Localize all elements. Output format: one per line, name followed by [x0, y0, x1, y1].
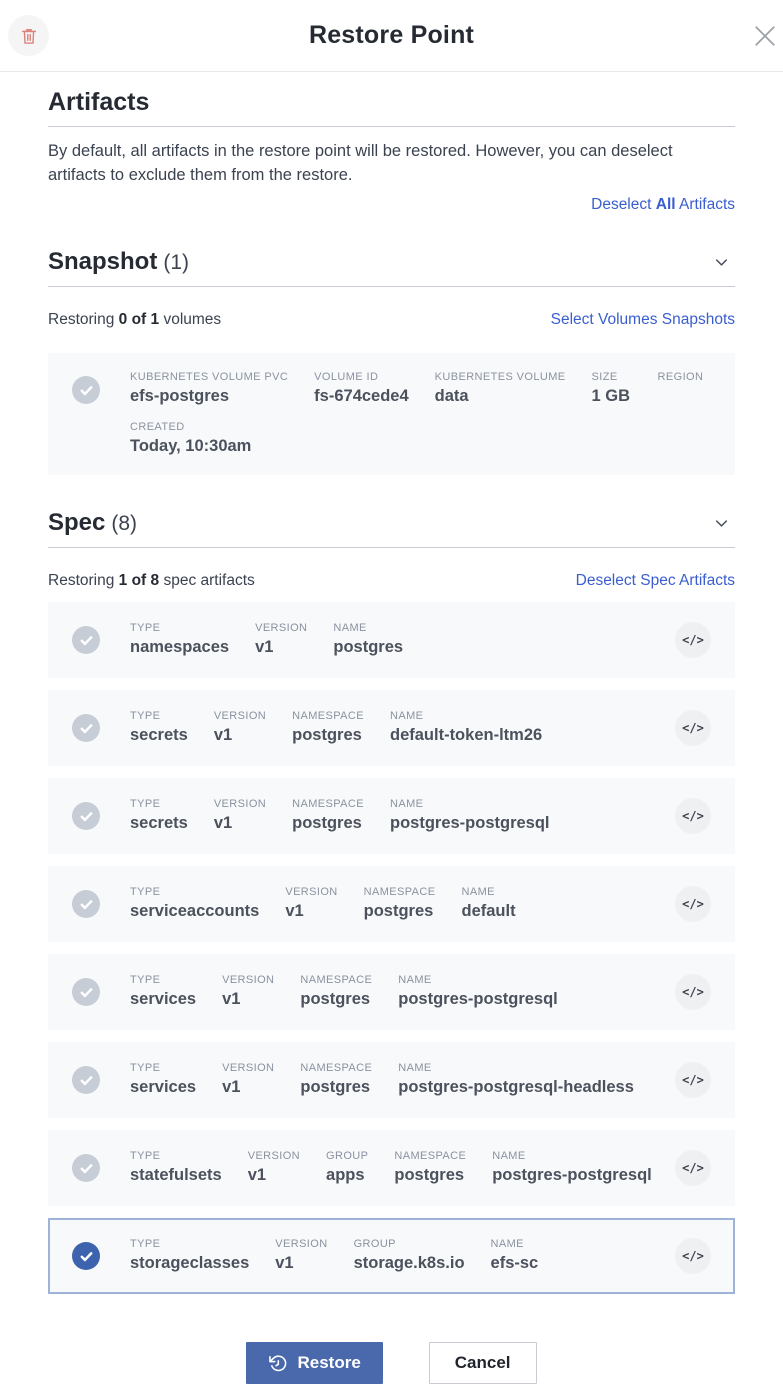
snapshot-heading: Snapshot (1)	[48, 248, 190, 275]
artifact-field: TYPE secrets	[130, 798, 188, 832]
check-icon	[79, 633, 94, 648]
spec-count: (8)	[111, 512, 138, 535]
artifact-fields	[130, 974, 558, 1010]
field-kubernetes-volume-pvc: KUBERNETES VOLUME PVC efs-postgres	[130, 371, 289, 405]
artifact-fields	[130, 622, 403, 658]
view-code-button[interactable]	[675, 1062, 711, 1098]
artifact-checkmark-icon[interactable]	[72, 1154, 100, 1182]
spec-artifact-card[interactable]	[48, 690, 735, 766]
artifact-fields	[130, 1150, 652, 1186]
artifact-field: VERSION v1	[285, 886, 338, 920]
artifact-field: TYPE services	[130, 974, 197, 1008]
check-icon	[79, 1161, 94, 1176]
code-icon: </>	[682, 985, 704, 999]
artifact-field: NAME postgres-postgresql	[398, 974, 558, 1008]
artifact-fields	[130, 710, 542, 746]
artifact-checkmark-icon[interactable]	[72, 714, 100, 742]
check-icon	[79, 985, 94, 1000]
chevron-down-icon	[712, 514, 731, 533]
view-code-button[interactable]	[675, 1238, 711, 1274]
snapshot-restoring-row	[48, 311, 735, 329]
artifact-field: VERSION v1	[222, 1062, 275, 1096]
artifact-field: NAME postgres-postgresql	[492, 1150, 652, 1184]
artifact-field: VERSION v1	[275, 1238, 328, 1272]
spec-collapse-button[interactable]	[708, 510, 735, 537]
check-icon	[79, 383, 94, 398]
restore-button[interactable]: Restore	[246, 1342, 382, 1384]
artifact-fields	[130, 798, 550, 834]
spec-card-list	[48, 602, 735, 1294]
artifact-field: VERSION v1	[222, 974, 275, 1008]
spec-restoring-row	[48, 572, 735, 590]
select-volumes-snapshots-link[interactable]: Select Volumes Snapshots	[550, 311, 735, 328]
cancel-button[interactable]: Cancel	[429, 1342, 537, 1384]
snapshot-fields	[130, 371, 703, 457]
deselect-spec-artifacts-link[interactable]: Deselect Spec Artifacts	[575, 572, 735, 589]
artifact-field: NAMESPACE postgres	[394, 1150, 467, 1184]
code-icon: </>	[682, 1073, 704, 1087]
artifact-field: TYPE services	[130, 1062, 197, 1096]
artifact-field: GROUP apps	[326, 1150, 369, 1184]
artifact-field: VERSION v1	[247, 1150, 301, 1184]
chevron-down-icon	[712, 253, 731, 272]
spec-restoring-text: Restoring 1 of 8 spec artifacts	[48, 572, 255, 589]
artifact-field: NAMESPACE postgres	[292, 710, 364, 744]
page-title: Restore Point	[308, 21, 475, 49]
restore-history-icon	[268, 1354, 287, 1373]
code-icon: </>	[682, 809, 704, 823]
artifact-fields	[130, 886, 516, 922]
check-icon	[79, 809, 94, 824]
field-created: CREATED Today, 10:30am	[130, 421, 252, 455]
artifact-field: NAME postgres	[333, 622, 404, 656]
artifact-fields	[130, 1062, 634, 1098]
artifact-field: NAME postgres-postgresql-headless	[398, 1062, 634, 1096]
artifact-field: NAMESPACE postgres	[300, 1062, 373, 1096]
check-icon	[79, 897, 94, 912]
artifact-checkmark-icon[interactable]	[72, 626, 100, 654]
view-code-button[interactable]	[675, 1150, 711, 1186]
spec-artifact-card[interactable]	[48, 1218, 735, 1294]
artifact-field: VERSION v1	[213, 798, 267, 832]
artifact-field: TYPE secrets	[130, 710, 188, 744]
dialog-body	[0, 88, 783, 1384]
field-region: REGION	[657, 371, 704, 383]
close-dialog-button[interactable]	[749, 20, 781, 52]
artifact-field: TYPE serviceaccounts	[130, 886, 260, 920]
dialog-footer	[48, 1342, 735, 1384]
spec-heading: Spec (8)	[48, 509, 138, 536]
artifact-field: TYPE storageclasses	[130, 1238, 250, 1272]
artifact-field: GROUP storage.k8s.io	[353, 1238, 465, 1272]
artifact-field: NAME postgres-postgresql	[389, 798, 550, 832]
artifacts-description: By default, all artifacts in the restore point will be restored. However, you can deselect artifacts to exclude them from the restore.	[48, 142, 673, 184]
field-size: SIZE 1 GB	[591, 371, 631, 405]
artifact-field: NAME default-token-ltm26	[389, 710, 543, 744]
artifact-checkmark-icon[interactable]	[72, 978, 100, 1006]
view-code-button[interactable]	[675, 622, 711, 658]
artifact-checkmark-icon[interactable]	[72, 1242, 100, 1270]
check-icon	[79, 1073, 94, 1088]
code-icon: </>	[682, 633, 704, 647]
artifact-checkmark-icon[interactable]	[72, 890, 100, 918]
artifact-fields	[130, 1238, 538, 1274]
view-code-button[interactable]	[675, 886, 711, 922]
artifact-field: NAMESPACE postgres	[363, 886, 436, 920]
view-code-button[interactable]	[675, 710, 711, 746]
deselect-all-artifacts-link[interactable]: Deselect All Artifacts	[591, 196, 735, 213]
dialog-header	[0, 0, 783, 72]
field-volume-id: VOLUME ID fs-674cede4	[314, 371, 409, 405]
spec-artifact-card[interactable]	[48, 1042, 735, 1118]
artifact-field: VERSION v1	[255, 622, 308, 656]
artifact-checkmark-icon[interactable]	[72, 802, 100, 830]
artifact-field: NAMESPACE postgres	[300, 974, 373, 1008]
artifact-field: TYPE namespaces	[130, 622, 230, 656]
check-icon	[79, 1249, 94, 1264]
spec-artifact-card[interactable]	[48, 778, 735, 854]
snapshot-count: (1)	[163, 251, 190, 274]
field-kubernetes-volume: KUBERNETES VOLUME data	[434, 371, 566, 405]
trash-icon	[19, 26, 39, 46]
artifact-field: VERSION v1	[213, 710, 267, 744]
artifact-field: NAME default	[461, 886, 516, 920]
code-icon: </>	[682, 1249, 704, 1263]
artifact-field: NAMESPACE postgres	[292, 798, 364, 832]
spec-artifact-card[interactable]	[48, 602, 735, 678]
close-icon	[750, 21, 780, 51]
artifacts-heading: Artifacts	[48, 88, 735, 127]
snapshot-section-header	[48, 248, 735, 287]
code-icon: </>	[682, 1161, 704, 1175]
snapshot-collapse-button[interactable]	[708, 249, 735, 276]
spec-artifact-card[interactable]	[48, 1130, 735, 1206]
view-code-button[interactable]	[675, 798, 711, 834]
snapshot-card[interactable]	[48, 353, 735, 475]
spec-artifact-card[interactable]	[48, 954, 735, 1030]
artifact-field: NAME efs-sc	[490, 1238, 539, 1272]
artifact-checkmark-icon[interactable]	[72, 1066, 100, 1094]
view-code-button[interactable]	[675, 974, 711, 1010]
snapshot-checkmark-icon[interactable]	[72, 376, 100, 404]
code-icon: </>	[682, 721, 704, 735]
artifact-field: TYPE statefulsets	[130, 1150, 222, 1184]
spec-artifact-card[interactable]	[48, 866, 735, 942]
delete-restore-point-button[interactable]	[8, 15, 49, 56]
code-icon: </>	[682, 897, 704, 911]
spec-section-header	[48, 509, 735, 548]
snapshot-restoring-text: Restoring 0 of 1 volumes	[48, 311, 222, 328]
check-icon	[79, 721, 94, 736]
